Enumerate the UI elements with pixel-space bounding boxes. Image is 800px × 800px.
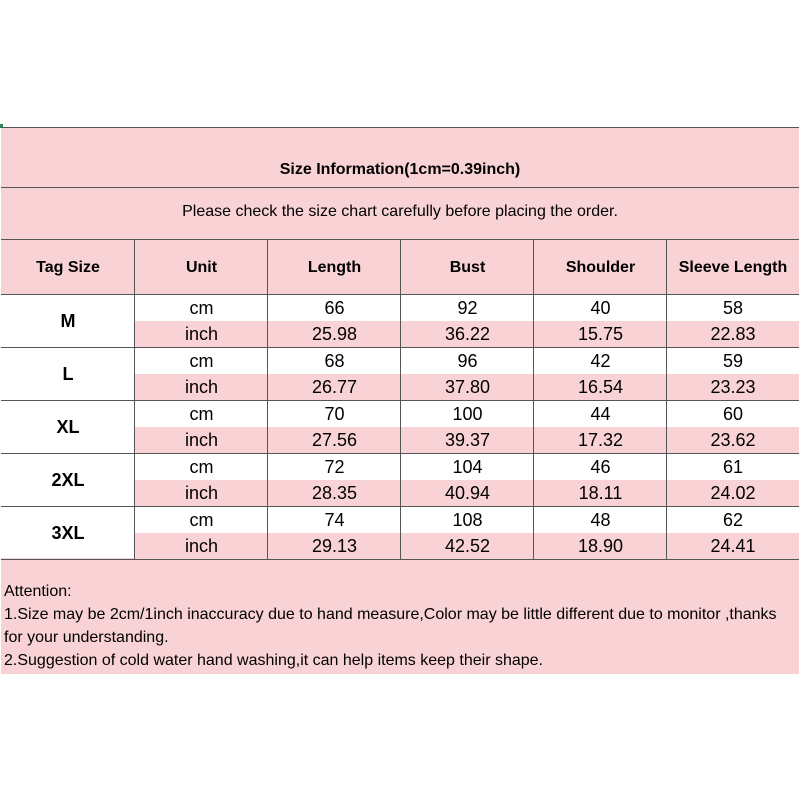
chart-title: Size Information(1cm=0.39inch): [279, 161, 521, 178]
length-cm-cell: 74: [324, 510, 345, 530]
notes-line-2: 2.Suggestion of cold water hand washing,it can help items keep their shape.: [4, 652, 543, 669]
size-chart-sheet: [1, 127, 799, 674]
shoulder-inch-cell: 15.75: [577, 324, 624, 344]
header-tag-size: Tag Size: [36, 259, 100, 276]
shoulder-inch-cell: 17.32: [577, 430, 624, 450]
unit-cell: cm: [189, 298, 214, 318]
unit-cell: cm: [189, 510, 214, 530]
sleeve-length-cm-cell: 59: [722, 351, 744, 371]
bust-cm-cell: 92: [457, 298, 478, 318]
header-bust: Bust: [449, 259, 486, 276]
length-cm-cell: 68: [324, 351, 345, 371]
bust-inch-cell: 39.37: [444, 430, 491, 450]
bust-cm-cell: 100: [452, 404, 483, 424]
size-label: XL: [56, 417, 80, 437]
shoulder-inch-cell: 16.54: [577, 377, 624, 397]
unit-cell: inch: [184, 483, 219, 503]
header-shoulder: Shoulder: [565, 259, 636, 276]
size-label: 2XL: [51, 470, 85, 490]
sleeve-length-inch-cell: 23.23: [710, 377, 756, 397]
notes-line-1: 1.Size may be 2cm/1inch inaccuracy due to hand measure,Color may be little different due to monitor ,thanks for your understanding.: [4, 606, 777, 646]
size-label: M: [60, 311, 76, 331]
shoulder-cm-cell: 46: [590, 457, 611, 477]
length-inch-cell: 29.13: [311, 536, 358, 556]
sleeve-length-inch-cell: 24.41: [710, 536, 756, 556]
unit-cell: cm: [189, 404, 214, 424]
unit-cell: cm: [189, 351, 214, 371]
unit-cell: inch: [184, 536, 219, 556]
length-cm-cell: 72: [324, 457, 345, 477]
length-inch-cell: 27.56: [311, 430, 358, 450]
length-inch-cell: 28.35: [311, 483, 358, 503]
column-separator: [267, 239, 268, 560]
notes-heading: Attention:: [4, 583, 72, 600]
header-separator: [1, 187, 799, 188]
column-separator: [533, 239, 534, 560]
shoulder-cm-cell: 42: [590, 351, 611, 371]
unit-cell: inch: [184, 324, 219, 344]
sleeve-length-inch-cell: 23.62: [710, 430, 756, 450]
bust-inch-cell: 42.52: [444, 536, 491, 556]
header-unit: Unit: [185, 259, 218, 276]
length-cm-cell: 66: [324, 298, 345, 318]
attention-notes: [4, 580, 794, 672]
bust-cm-cell: 104: [452, 457, 483, 477]
column-separator: [400, 239, 401, 560]
unit-cell: cm: [189, 457, 214, 477]
bust-inch-cell: 36.22: [444, 324, 491, 344]
shoulder-cm-cell: 44: [590, 404, 611, 424]
header-length: Length: [307, 259, 362, 276]
chart-subtitle: Please check the size chart carefully before placing the order.: [182, 203, 618, 220]
sleeve-length-inch-cell: 22.83: [710, 324, 756, 344]
length-inch-cell: 26.77: [311, 377, 358, 397]
column-separator: [134, 239, 135, 560]
shoulder-cm-cell: 40: [590, 298, 611, 318]
sleeve-length-inch-cell: 24.02: [710, 483, 756, 503]
unit-cell: inch: [184, 430, 219, 450]
header-sleeve-length: Sleeve Length: [678, 259, 788, 276]
bust-inch-cell: 40.94: [444, 483, 491, 503]
shoulder-inch-cell: 18.11: [578, 483, 623, 503]
length-cm-cell: 70: [324, 404, 345, 424]
shoulder-inch-cell: 18.90: [577, 536, 624, 556]
bust-cm-cell: 108: [452, 510, 483, 530]
column-separator: [666, 239, 667, 560]
size-label: L: [62, 364, 74, 384]
unit-cell: inch: [184, 377, 219, 397]
bust-inch-cell: 37.80: [444, 377, 491, 397]
sleeve-length-cm-cell: 61: [722, 457, 744, 477]
length-inch-cell: 25.98: [311, 324, 358, 344]
bust-cm-cell: 96: [457, 351, 478, 371]
sleeve-length-cm-cell: 62: [722, 510, 744, 530]
shoulder-cm-cell: 48: [590, 510, 611, 530]
size-label: 3XL: [51, 523, 85, 543]
sleeve-length-cm-cell: 60: [722, 404, 744, 424]
sleeve-length-cm-cell: 58: [722, 298, 744, 318]
